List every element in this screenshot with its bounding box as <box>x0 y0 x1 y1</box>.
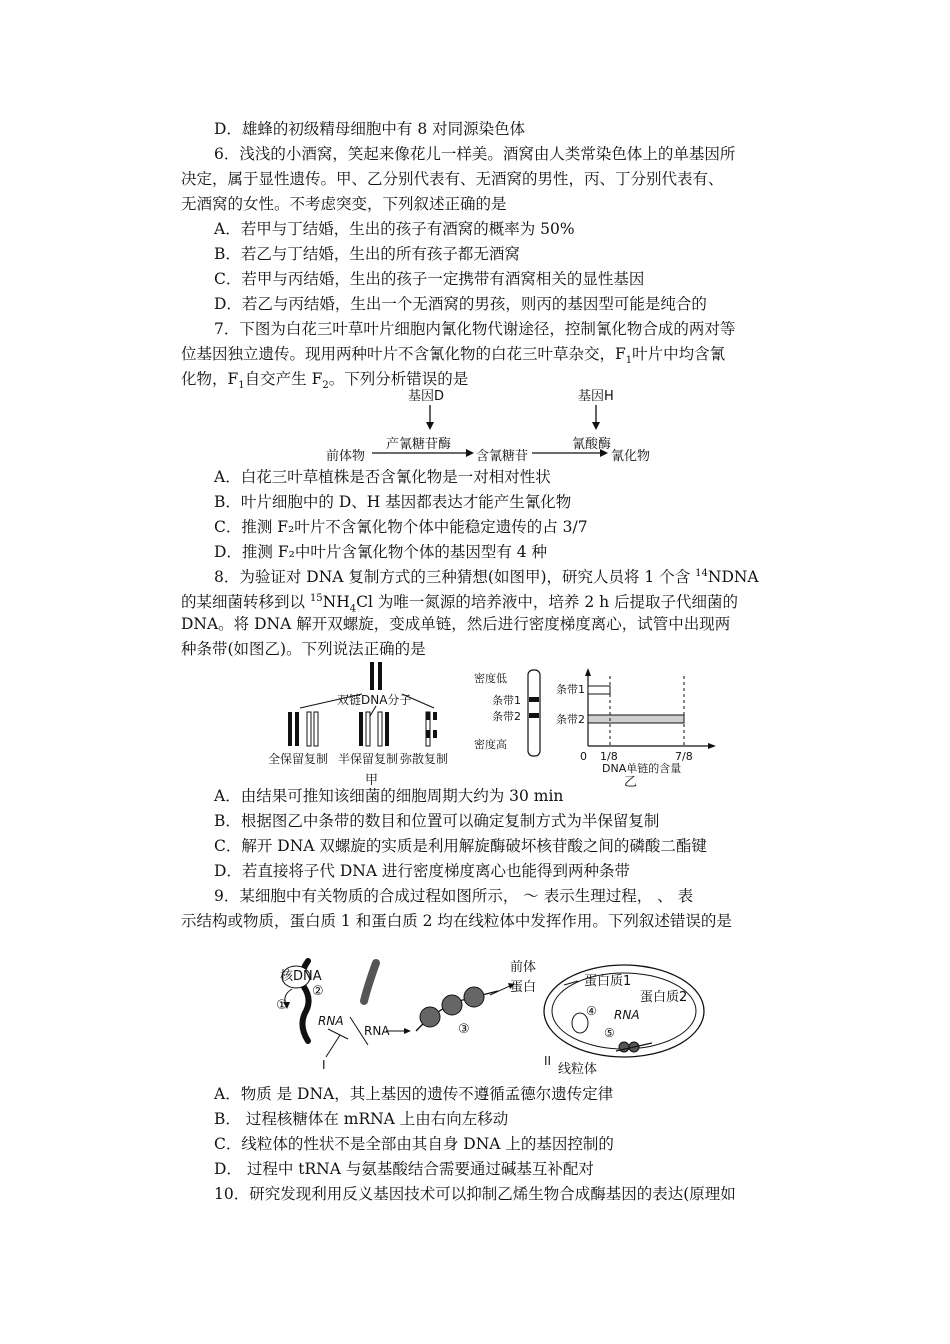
q8-option-c: C．解开 DNA 双螺旋的实质是利用解旋酶破坏核苷酸之间的磷酸二酯键 <box>214 837 707 855</box>
process2-label: ② <box>312 984 324 999</box>
semiconservative-label: 半保留复制 <box>338 752 399 766</box>
q7-option-c: C．推测 F₂叶片不含氰化物个体中能稳定遗传的占 3/7 <box>214 518 588 536</box>
yi-zero-tick: 0 <box>580 750 587 763</box>
cyanide-label: 氰化物 <box>611 449 651 464</box>
nuclear-dna-label: 核DNA <box>280 969 322 984</box>
precursor-protein-line2: 蛋白 <box>510 980 537 995</box>
q8-figure-yi <box>554 668 720 788</box>
tube-band1-label: 条带1 <box>492 694 521 707</box>
rna2-label: RNA <box>364 1024 390 1038</box>
q7-stem-line3: 化物，$F_1$自交产生 $F_2$。下列分析错误的是 <box>181 370 469 392</box>
q8-stem-line3: DNA。将 DNA 解开双螺旋，变成单链，然后进行密度梯度离心，试管中出现两 <box>181 615 731 633</box>
double-strand-label: 双链DNA分子 <box>337 693 412 707</box>
process5-label: ⑤ <box>604 1026 615 1040</box>
yi-xlabel: DNA单链的含量 <box>602 762 682 775</box>
q6-option-c: C．若甲与丙结婚，生出的孩子一定携带有酒窝相关的显性基因 <box>214 270 645 288</box>
q7-stem-line2: 位基因独立遗传。现用两种叶片不含氰化物的白花三叶草杂交，$F_1$叶片中均含氰 <box>181 345 726 367</box>
mitochondrion-label: 线粒体 <box>558 1062 598 1075</box>
roman1-label: I <box>322 1058 326 1072</box>
enzyme1-label: 产氰糖苷酶 <box>386 437 452 452</box>
q9-stem-line2: 示结构或物质，蛋白质 1 和蛋白质 2 均在线粒体中发挥作用。下列叙述错误的是 <box>181 912 732 930</box>
process3-label: ③ <box>458 1022 470 1037</box>
yi-band2-label: 条带2 <box>556 713 585 726</box>
process1-label: ① <box>276 998 288 1013</box>
q9-stem-line1: 9．某细胞中有关物质的合成过程如图所示， ～ 表示生理过程， 、 表 <box>214 887 694 905</box>
q8-option-d: D．若直接将子代 DNA 进行密度梯度离心也能得到两种条带 <box>214 862 630 880</box>
yi-tick-7-8: 7/8 <box>675 750 693 763</box>
q7-option-a: A．白花三叶草植株是否含氰化物是一对相对性状 <box>214 468 551 486</box>
q8-centrifuge-tube <box>474 668 546 758</box>
yi-band1-label: 条带1 <box>556 683 585 696</box>
q6-option-a: A．若甲与丁结婚，生出的孩子有酒窝的概率为 50% <box>214 220 575 238</box>
figure-yi-caption: 乙 <box>624 775 638 788</box>
q7-pathway-diagram <box>320 386 660 466</box>
q8-stem-line2: 的某细菌转移到以 $^{15}NH_4Cl$ 为唯一氮源的培养液中，培养 2 h 后提取子代细菌的 <box>181 593 739 615</box>
q6-stem-line1: 6．浅浅的小酒窝，笑起来像花儿一样美。酒窝由人类常染色体上的单基因所 <box>214 145 736 163</box>
conservative-label: 全保留复制 <box>268 752 329 766</box>
figure-jia-caption: 甲 <box>365 773 379 788</box>
q8-option-a: A．由结果可推知该细菌的细胞周期大约为 30 min <box>214 787 564 805</box>
rna3-label: RNA <box>614 1008 640 1022</box>
q8-option-b: B．根据图乙中条带的数目和位置可以确定复制方式为半保留复制 <box>214 812 660 830</box>
density-high-label: 密度高 <box>474 738 507 751</box>
precursor-label: 前体物 <box>326 449 366 464</box>
q7-option-b: B．叶片细胞中的 D、H 基因都表达才能产生氰化物 <box>214 493 572 511</box>
dispersive-label: 弥散复制 <box>400 752 449 766</box>
process4-label: ④ <box>586 1004 597 1018</box>
q6-option-d: D．若乙与丙结婚，生出一个无酒窝的男孩，则丙的基因型可能是纯合的 <box>214 295 707 313</box>
q9-mitochondria-diagram <box>268 955 718 1075</box>
roman2-label: II <box>544 1054 552 1068</box>
q8-stem-line4: 种条带(如图乙)。下列说法正确的是 <box>181 640 426 658</box>
protein2-label: 蛋白质2 <box>640 990 688 1005</box>
tube-band2-label: 条带2 <box>492 710 521 723</box>
q6-stem-line3: 无酒窝的女性。不考虑突变，下列叙述正确的是 <box>181 195 507 213</box>
q7-stem-line1: 7．下图为白花三叶草叶片细胞内氰化物代谢途径，控制氰化物合成的两对等 <box>214 320 736 338</box>
glycoside-label: 含氰糖苷 <box>476 449 529 464</box>
yi-tick-1-8: 1/8 <box>600 750 618 763</box>
rna1-label: RNA <box>318 1014 344 1028</box>
q8-figure-jia <box>262 660 472 788</box>
q9-option-b: B． 过程核糖体在 mRNA 上由右向左移动 <box>214 1110 509 1128</box>
q7-option-d: D．推测 F₂中叶片含氰化物个体的基因型有 4 种 <box>214 543 548 561</box>
protein1-label: 蛋白质1 <box>584 974 632 989</box>
q10-stem-line1: 10．研究发现利用反义基因技术可以抑制乙烯生物合成酶基因的表达(原理如 <box>214 1185 736 1203</box>
q5-option-d: D．雄蜂的初级精母细胞中有 8 对同源染色体 <box>214 120 526 138</box>
q9-option-d: D． 过程中 tRNA 与氨基酸结合需要通过碱基互补配对 <box>214 1160 594 1178</box>
q9-option-a: A．物质 是 DNA，其上基因的遗传不遵循孟德尔遗传定律 <box>214 1085 614 1103</box>
q8-stem-line1: 8．为验证对 DNA 复制方式的三种猜想(如图甲)，研究人员将 1 个含 $^{14}$NDNA <box>214 568 759 587</box>
q6-stem-line2: 决定，属于显性遗传。甲、乙分别代表有、无酒窝的男性，丙、丁分别代表有、 <box>181 170 724 188</box>
gene-d-label: 基因D <box>408 389 445 404</box>
enzyme2-label: 氰酸酶 <box>572 437 612 452</box>
q6-option-b: B．若乙与丁结婚，生出的所有孩子都无酒窝 <box>214 245 520 263</box>
density-low-label: 密度低 <box>474 672 507 685</box>
gene-h-label: 基因H <box>578 389 614 404</box>
precursor-protein-line1: 前体 <box>510 960 537 975</box>
q9-option-c: C．线粒体的性状不是全部由其自身 DNA 上的基因控制的 <box>214 1135 614 1153</box>
